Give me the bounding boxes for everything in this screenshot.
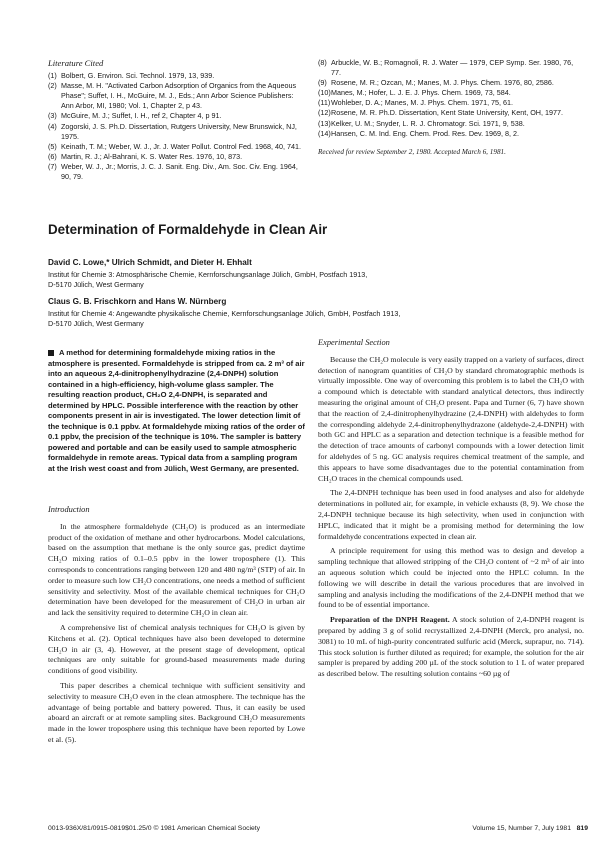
reference-number: (11) (318, 98, 331, 108)
experimental-heading: Experimental Section (318, 338, 390, 347)
reference-item (318, 119, 580, 129)
references-right-column (318, 58, 580, 157)
preparation-paragraph (318, 615, 584, 680)
preparation-text: A stock solution of 2,4-DNPH reagent is prepared by adding 3 g of solid recrystallized 2,4-DNPH (Merck, pro analysi, no. 3081) to 10 mL of high-purity concentrated sulfuric acid (Merck, suprapur, no. 714). This stock solution is further diluted as required; for example, the solution for the air sampler is prepared by adding 200 µL of the stock solution to 1 L of water prepared as described below. The resulting solution contains ~60 µg of (318, 615, 584, 679)
affiliation-1-line-1: Institut für Chemie 3: Atmosphärische Chemie, Kernforschungsanlage Jülich, GmbH, Postfach 1913, (48, 270, 368, 279)
reference-item (48, 162, 304, 182)
experimental-paragraph-3: A principle requirement for using this method was to design and develop a sampling technique that allowed stripping of the CH₂O content of ~2 m³ of air into an aqueous solution which could be injected onto the HPLC column. In the following we will describe in detail the various procedures that are involved in sampling and analysis including the modifications of the 2,4-DNPH method that we found to be of essential importance. (318, 546, 584, 610)
reference-text: Bolbert, G. Environ. Sci. Technol. 1979, 13, 939. (61, 71, 215, 81)
abstract-text: A method for determining formaldehyde mixing ratios in the atmosphere is presented. Formaldehyde is stripped from ca. 2 m³ of air into an aqueous 2,4-dinitrophenylhydrazine (2,4-DNPH) solution contained in a high-efficiency, high-volume glass sampler. The resulting reaction product, CH₂O 2,4-DNPH, is separated and determined by HPLC. Possible interference with the reaction by other components present in air is investigated. The lower detection limit of the technique is 0.1 ppbv. At formaldehyde mixing ratios of the order of 0.1 ppbv, the precision of the technique is 10%. The sampler is battery powered and portable and can be easily used to sample atmospheric formaldehyde in remote areas. Typical data from a sampling program at the Irish west coast and from Jülich, West Germany, are presented. (48, 348, 305, 473)
preparation-heading: Preparation of the DNPH Reagent. (330, 615, 450, 625)
experimental-paragraph-2: The 2,4-DNPH technique has been used in food analyses and also for aldehyde determinations in polluted air, for example, in vehicle exhausts (8, 9). We chose the 2,4-DNPH technique because its high selectivity, when used in conjunction with HPLC, indicated that it might be a promising method for determining the low formaldehyde concentrations expected in clean air. (318, 488, 584, 541)
reference-item (48, 122, 304, 142)
body-right-column (318, 338, 584, 684)
article-title: Determination of Formaldehyde in Clean Air (48, 222, 328, 237)
reference-item (48, 152, 304, 162)
affiliation-1 (48, 270, 588, 290)
reference-item (48, 111, 304, 121)
reference-number: (5) (48, 141, 57, 151)
footer-volume: Volume 15, Number 7, July 1981 (472, 825, 571, 832)
reference-item (318, 98, 580, 108)
reference-text: Hansen, C. M. Ind. Eng. Chem. Prod. Res. Dev. 1969, 8, 2. (331, 128, 520, 138)
references-left-column (48, 58, 304, 182)
affiliation-1-line-2: D-5170 Jülich, West Germany (48, 280, 144, 290)
reference-item (318, 58, 580, 78)
reference-text: Manes, M.; Hofer, L. J. E. J. Phys. Chem. 1969, 73, 584. (331, 88, 511, 98)
received-note: Received for review September 2, 1980. Accepted March 6, 1981. (318, 147, 506, 156)
reference-text: Weber, W. J., Jr.; Morris, J. C. J. Sanit. Eng. Div., Am. Soc. Civ. Eng. 1964, 90, 79. (61, 161, 298, 182)
intro-paragraph-1: In the atmosphere formaldehyde (CH₂O) is produced as an intermediate product of the oxidation of methane and other hydrocarbons. Model calculations, based on the assumption that methane is the only source gas, predict daytime CH₂O mixing ratios of 0.1–0.5 ppbv in the lower troposphere (1). This corresponds to concentrations ranging between 120 and 480 ng/m³ (STP) of air. In order to measure such low CH₂O concentrations, one needs a method of sufficient sensitivity and selectivity. Most of the available chemical techniques for CH₂O determination have been developed for the measurement of CH₂O in urban air and lack the sensitivity required to determine CH₂O in clean air. (48, 521, 305, 618)
reference-number: (3) (48, 111, 57, 121)
footer-issue (472, 825, 588, 832)
reference-number: (12) (318, 108, 331, 118)
experimental-paragraph-1: Because the CH₂O molecule is very easily trapped on a variety of surfaces, direct detection of nanogram quantities of CH₂O by standard chromatographic methods is virtually impossible. One way of overcoming this problem is to label the CH₂O with a compound which is detectable with standard analytical detectors, thus indirectly measuring the original amount of CH₂O present. Papa and Turner (6, 7) have shown that the reaction of 2,4-dinitrophenylhydrazine (2,4-DNPH) with aldehydes to form the corresponding aldehyde 2,4-dinitrophenylhydrazone (aldehyde-2,4-DNPH) with both GC and HPLC as a separation and detection technique is a feasible method for the detection of trace amounts of carbonyl compounds with a lower detection limit for aldehydes of 5 ng. GC analysis requires chemical treatment of the sample, and this appears to have some disadvantages due to the potential contamination from CH₂O traces in the chemical compounds used. (318, 354, 584, 483)
references-right-list (318, 58, 580, 139)
footer-copyright: 0013-936X/81/0915-0819$01.25/0 © 1981 American Chemical Society (48, 825, 261, 832)
reference-text: Zogorski, J. S. Ph.D. Dissertation, Rutgers University, New Brunswick, NJ, 1975. (61, 121, 297, 141)
abstract-square-icon (48, 350, 54, 356)
abstract (48, 348, 305, 474)
reference-text: Masse, M. H. "Activated Carbon Adsorption of Organics from the Aqueous Phase"; Suffet, I. H., McGuire, M. J., Eds.; Ann Arbor Science Publishers: Ann Arbor, MI, 1980; Vol. 1, Chapter 2, p 43. (61, 81, 297, 111)
reference-number: (8) (318, 58, 327, 67)
reference-text: Rosene, M. R. Ph.D. Dissertation, Kent State University, Kent, OH, 1977. (331, 108, 563, 118)
reference-item (318, 88, 580, 98)
literature-cited-heading: Literature Cited (48, 58, 104, 68)
reference-text: Keinath, T. M.; Weber, W. J., Jr. J. Water Pollut. Control Fed. 1968, 40, 741. (61, 141, 301, 151)
footer-page-number: 819 (576, 825, 588, 832)
reference-item (48, 81, 304, 111)
reference-text: Rosene, M. R.; Ozcan, M.; Manes, M. J. Phys. Chem. 1976, 80, 2586. (331, 78, 554, 88)
reference-text: Martin, R. J.; Al-Bahrani, K. S. Water Res. 1976, 10, 873. (61, 151, 243, 161)
reference-number: (4) (48, 121, 57, 131)
reference-item (48, 142, 304, 152)
reference-number: (9) (318, 78, 327, 88)
reference-item (318, 129, 580, 139)
reference-text: Kelker, U. M.; Snyder, L. R. J. Chromatogr. Sci. 1971, 9, 538. (331, 118, 525, 128)
reference-item (48, 71, 304, 81)
reference-text: Wohleber, D. A.; Manes, M. J. Phys. Chem. 1971, 75, 61. (331, 98, 514, 108)
reference-number: (6) (48, 151, 57, 161)
intro-paragraph-2: A comprehensive list of chemical analysis techniques for CH₂O is given by Kitchens et al. (2). Optical techniques have also been developed to determine CH₂O in air (3, 4). However, at the present stage of development, optical techniques are only suitable for ground-based measurements made during conditions of good visibility. (48, 622, 305, 676)
affiliation-2 (48, 309, 588, 329)
authors-group-1: David C. Lowe,* Ulrich Schmidt, and Dieter H. Ehhalt (48, 258, 252, 267)
reference-number: (10) (318, 88, 331, 98)
reference-number: (2) (48, 81, 57, 91)
intro-paragraph-3: This paper describes a chemical technique with sufficient sensitivity and selectivity to measure CH₂O even in the clean atmosphere. The technique has the advantage of being portable and battery powered. Thus, it can easily be used aboard an aircraft or at remote sampling sites. Background CH₂O measurements made in the lower troposphere using this technique have been reported by Lowe et al. (5). (48, 680, 305, 744)
reference-item (318, 108, 580, 118)
affiliation-2-line-1: Institut für Chemie 4: Angewandte physikalische Chemie, Kernforschungsanlage Jülich, GmbH, Postfach 1913, (48, 309, 401, 318)
introduction-heading: Introduction (48, 505, 90, 514)
affiliation-2-line-2: D-5170 Jülich, West Germany (48, 319, 144, 329)
reference-number: (1) (48, 71, 57, 81)
page-footer (48, 825, 588, 832)
reference-text: Arbuckle, W. B.; Romagnoli, R. J. Water — 1979, CEP Symp. Ser. 1980, 76, 77. (331, 58, 574, 78)
reference-number: (14) (318, 128, 331, 138)
reference-number: (7) (48, 161, 57, 171)
references-left-list (48, 71, 304, 182)
body-left-column (48, 505, 305, 750)
reference-text: McGuire, M. J.; Suffet, I. H., ref 2, Chapter 4, p 91. (61, 111, 222, 121)
reference-item (318, 78, 580, 88)
reference-number: (13) (318, 118, 331, 128)
authors-group-2: Claus G. B. Frischkorn and Hans W. Nürnberg (48, 297, 227, 306)
